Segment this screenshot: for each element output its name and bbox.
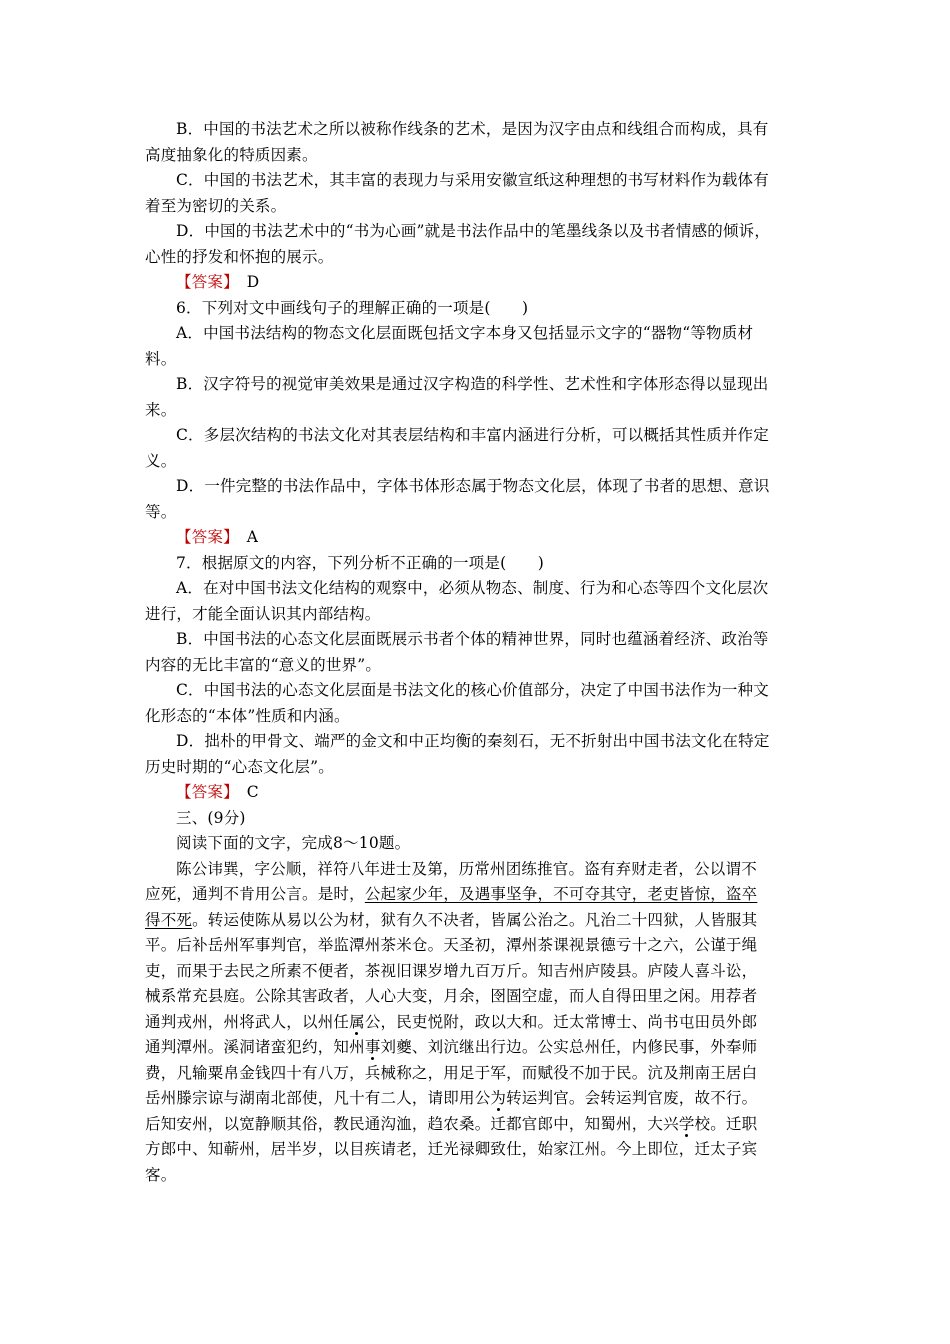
q7-option-d-line1: D．拙朴的甲骨文、端严的金文和中正均衡的秦刻石，无不折射出中国书法文化在特定 <box>176 732 770 750</box>
q5-option-c-line2: 着至为密切的关系。 <box>145 196 287 215</box>
underlined-sentence: 得不死 <box>145 910 193 929</box>
q6-answer <box>145 525 815 551</box>
passage-text: 。转运使陈从易以公为材，狱有久不决者，皆属公治之。凡治二十四狱，人皆服其 <box>192 910 758 929</box>
section-instruction: 阅读下面的文字，完成8～10题。 <box>176 834 411 852</box>
q7-stem: 7．根据原文的内容，下列分析不正确的一项是( ) <box>176 553 544 572</box>
q5-option-c-line1: C．中国的书法艺术，其丰富的表现力与采用安徽宣纸这种理想的书写材料作为载体有 <box>176 171 769 189</box>
q7-answer <box>145 780 815 806</box>
answer-value: A <box>246 528 259 546</box>
q5-answer <box>145 270 815 296</box>
answer-tag: 【答案】 <box>176 273 232 291</box>
passage-text: 通判潭州。溪洞诸蛮犯约，知州 <box>145 1038 365 1056</box>
dotted-word: 学 <box>678 1114 695 1133</box>
passage-line <box>145 1112 815 1138</box>
q6-option-b-line1: B．汉字符号的视觉审美效果是通过汉字构造的科学性、艺术性和字体形态得以显现出 <box>176 375 769 393</box>
q5-option-d-line1: D．中国的书法艺术中的“书为心画”就是书法作品中的笔墨线条以及书者情感的倾诉， <box>176 222 771 240</box>
q6-option-a-line1: A．中国书法结构的物态文化层面既包括文字本身又包括显示文字的“器物“等物质材 <box>176 324 754 342</box>
q7-option-b-line2: 内容的无比丰富的“意义的世界”。 <box>145 655 382 674</box>
dotted-word: 事 <box>364 1038 381 1056</box>
answer-value: C <box>246 783 259 801</box>
dotted-word: 为 <box>490 1089 507 1107</box>
answer-tag: 【答案】 <box>176 528 232 546</box>
passage-text: 刘夔、刘沆继出行边。公实总州任，内修民事，外奉师 <box>380 1038 758 1056</box>
passage-text: 后知安州，以宽静顺其俗，教民通沟洫，趋农桑。迁都官郎中，知蜀州，大兴 <box>145 1114 679 1133</box>
passage-text: 应死，通判不肯用公言。是时， <box>145 885 365 903</box>
underlined-sentence: 公起家少年，及遇事坚争，不可夺其守，老吏皆惊，盗卒 <box>364 885 758 903</box>
passage-text: 公，民吏悦附，政以大和。迁太常博士、尚书屯田员外郎 <box>364 1012 758 1031</box>
q7-option-c-line1: C．中国书法的心态文化层面是书法文化的核心价值部分，决定了中国书法作为一种文 <box>176 681 769 699</box>
q6-option-a-line2: 料。 <box>145 349 177 368</box>
passage-line <box>145 1010 815 1036</box>
document-page <box>145 117 815 1188</box>
answer-tag: 【答案】 <box>176 783 232 801</box>
q7-option-b-line1: B．中国书法的心态文化层面既展示书者个体的精神世界，同时也蕴涵着经济、政治等 <box>176 630 769 648</box>
passage-text: 校。迁职 <box>694 1114 758 1133</box>
passage-line <box>145 882 815 908</box>
q5-option-d-line2: 心性的抒发和怀抱的展示。 <box>145 247 334 266</box>
q6-option-d-line1: D．一件完整的书法作品中，字体书体形态属于物态文化层，体现了书者的思想、意识 <box>176 477 770 495</box>
q5-option-b-line1: B．中国的书法艺术之所以被称作线条的艺术，是因为汉字由点和线组合而构成，具有 <box>176 120 769 138</box>
passage-line: 方郎中、知蕲州，居半岁，以目疾请老，迁光禄卿致仕，始家江州。今上即位，迁太子宾 <box>145 1140 758 1158</box>
passage-line: 费，凡输粟帛金钱四十有八万，兵械称之，用足于军，而赋役不加于民。沆及荆南王居白 <box>145 1063 758 1082</box>
dotted-word: 属 <box>349 1012 365 1031</box>
passage-line: 吏，而果于去民之所素不便者，茶视旧课岁增九百万斤。知吉州庐陵县。庐陵人喜斗讼， <box>145 961 758 980</box>
q6-option-d-line2: 等。 <box>145 502 177 521</box>
passage-text: 岳州滕宗谅与湖南北部使，凡十有二人，请即用公 <box>145 1089 491 1107</box>
q7-option-a-line1: A．在对中国书法文化结构的观察中，必须从物态、制度、行为和心态等四个文化层次 <box>176 579 769 597</box>
q7-option-d-line2: 历史时期的“心态文化层”。 <box>145 757 334 776</box>
passage-line <box>145 1035 815 1061</box>
q6-option-c-line2: 义。 <box>145 451 177 470</box>
passage-line: 械系常充县庭。公除其害政者，人心大变，月余，囹圄空虚，而人自得田里之闲。用荐者 <box>145 987 758 1005</box>
passage-line: 陈公讳巽，字公顺，祥符八年进士及第，历常州团练推官。盗有弃财走者，公以谓不 <box>176 859 757 878</box>
passage-line: 平。后补岳州军事判官，举监潭州茶米仓。天圣初，潭州茶课视景德亏十之六，公谨于绳 <box>145 936 758 954</box>
passage-line: 客。 <box>145 1165 177 1184</box>
passage-text: 通判戎州，州将武人，以州任 <box>145 1012 350 1031</box>
passage-line <box>145 908 815 934</box>
q7-option-a-line2: 进行，才能全面认识其内部结构。 <box>145 604 381 623</box>
q7-option-c-line2: 化形态的“本体”性质和内涵。 <box>145 706 350 725</box>
q5-option-b-line2: 高度抽象化的特质因素。 <box>145 145 318 164</box>
passage-text: 转运判官。会转运判官废，故不行。 <box>506 1089 758 1107</box>
q6-option-c-line1: C．多层次结构的书法文化对其表层结构和丰富内涵进行分析，可以概括其性质并作定 <box>176 426 769 444</box>
q6-option-b-line2: 来。 <box>145 400 177 419</box>
answer-value: D <box>246 273 260 291</box>
section-heading: 三、(9分) <box>176 808 246 827</box>
passage-line <box>145 1086 815 1112</box>
q6-stem: 6．下列对文中画线句子的理解正确的一项是( ) <box>176 298 529 317</box>
